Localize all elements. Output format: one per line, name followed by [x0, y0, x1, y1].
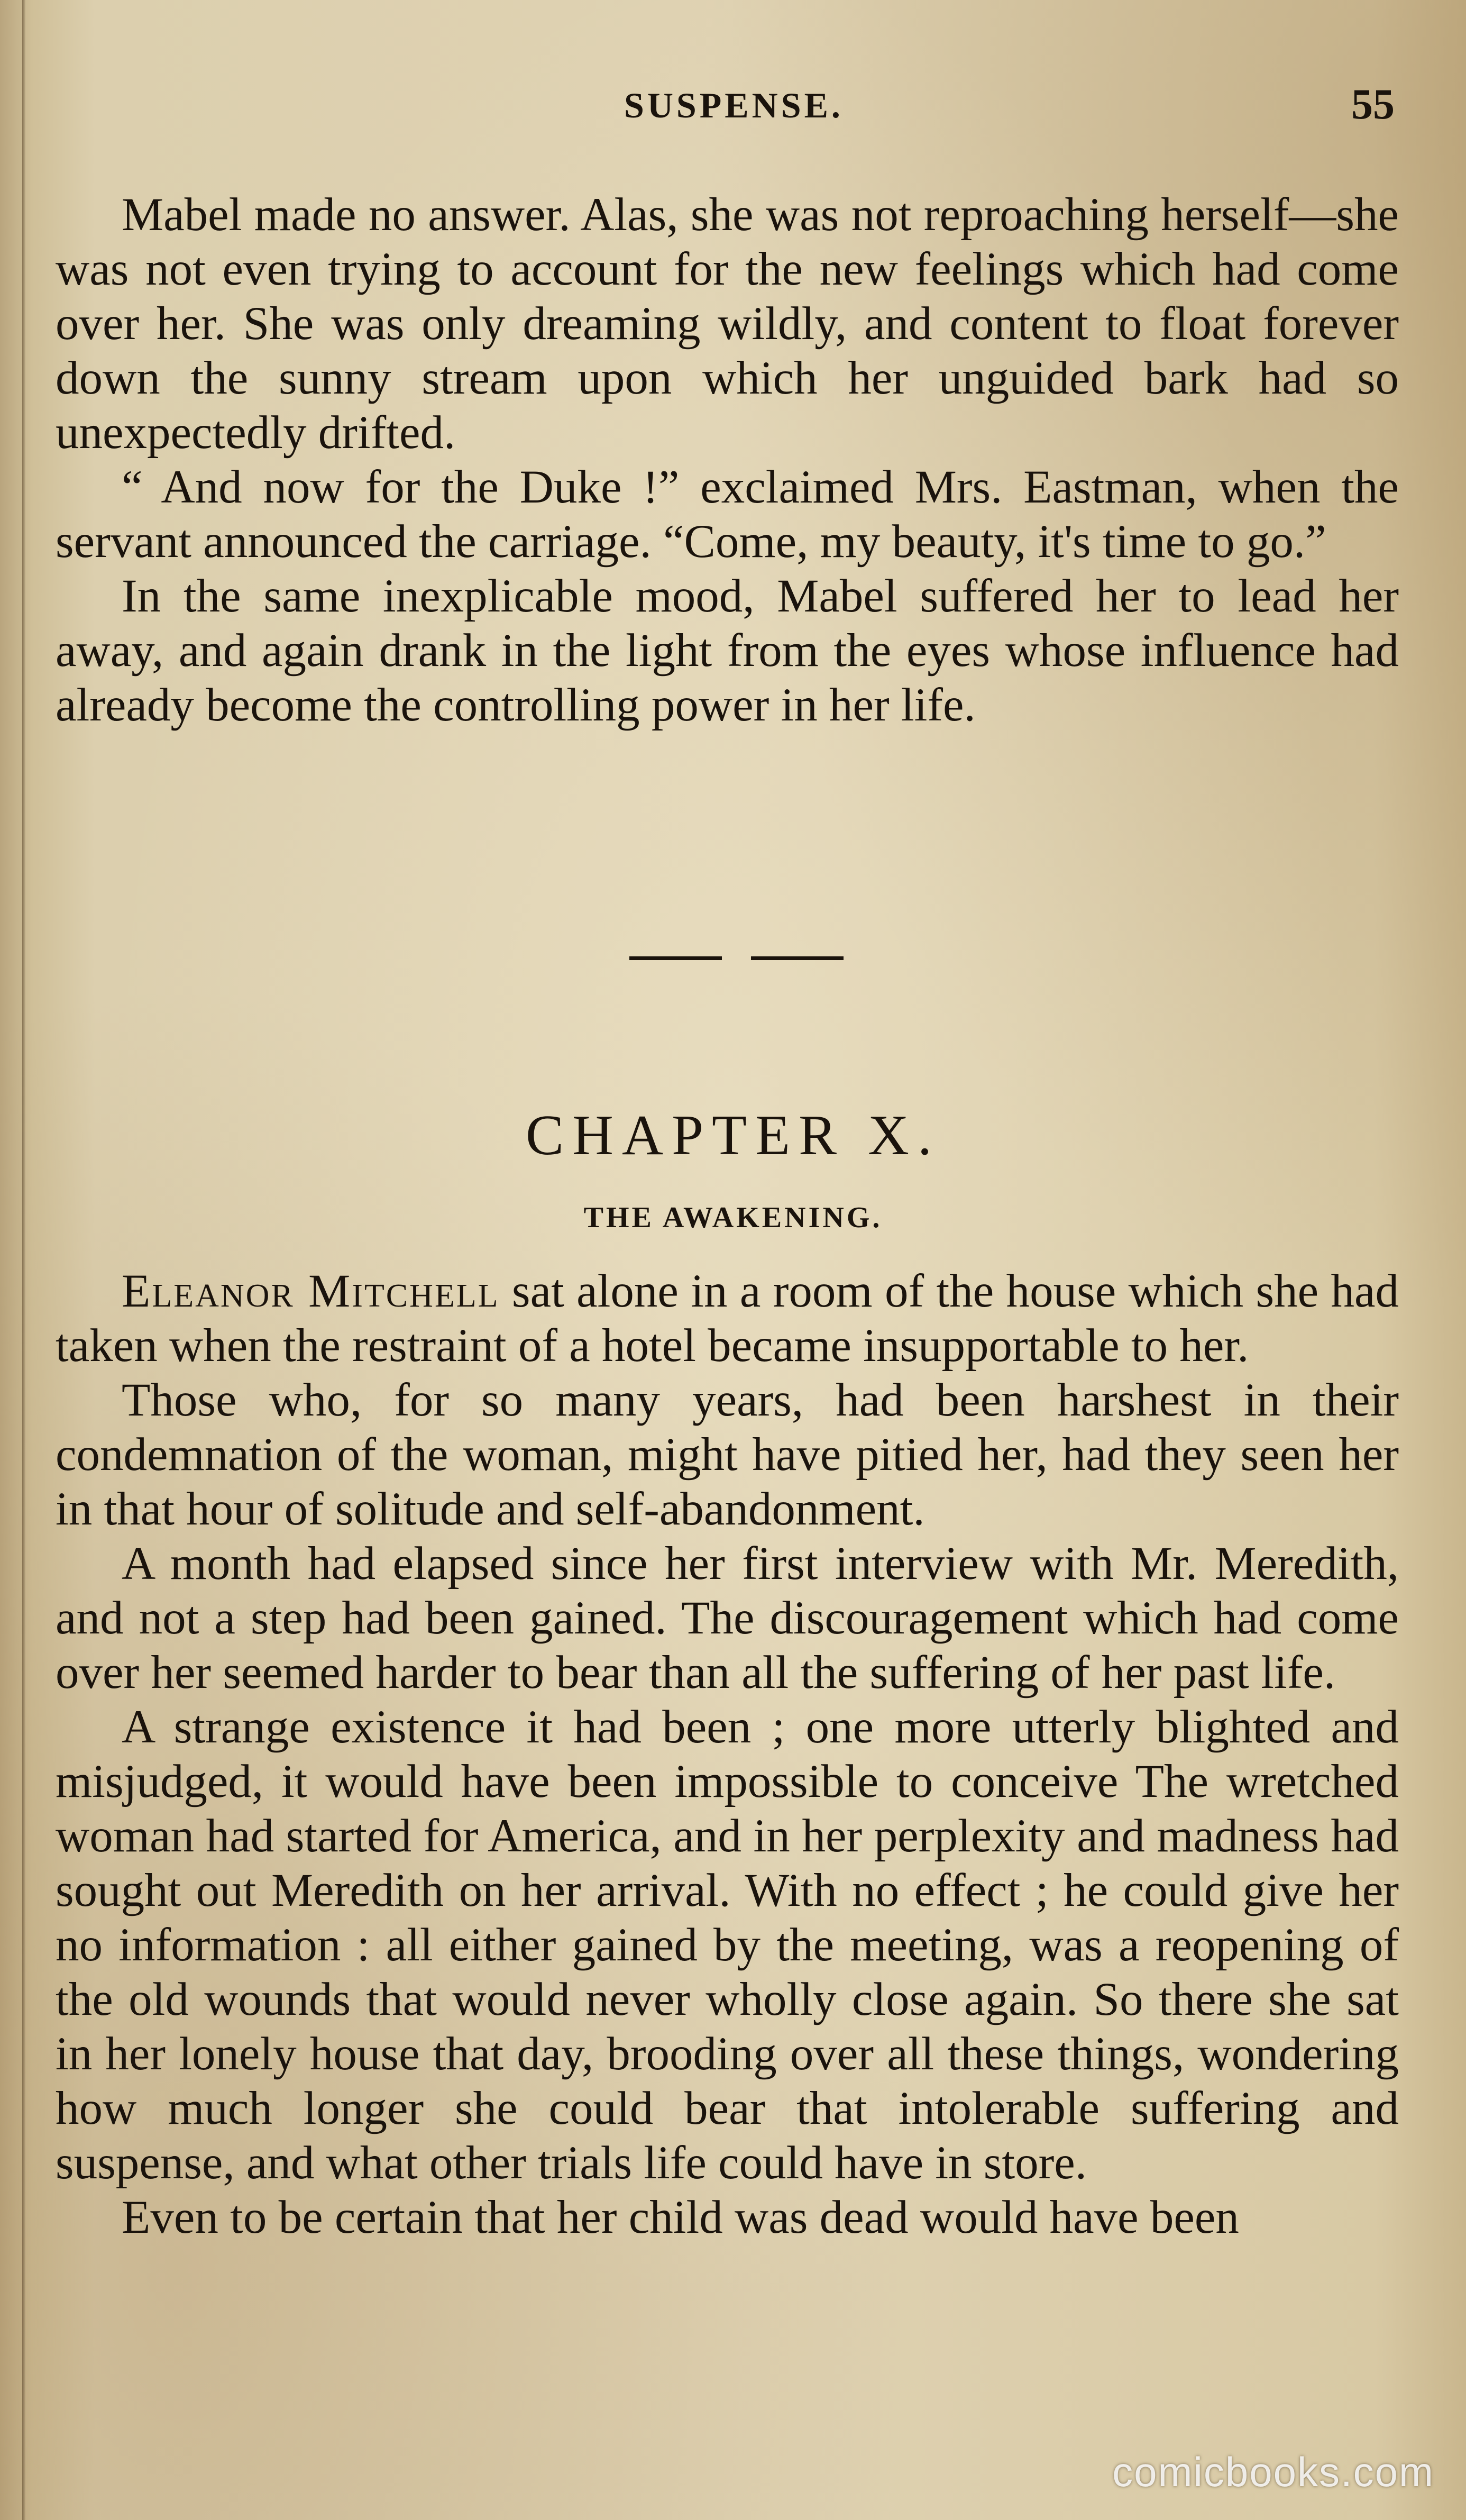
- text-block-before-chapter: [56, 188, 1399, 733]
- paragraph: Even to be certain that her child was dead would have been: [122, 2192, 1239, 2243]
- paragraph: Those who, for so many years, had been harshest in their condemnation of the woman, might have pitied her, had they seen her in that hour of solitude and self-abandonment.: [56, 1374, 1399, 1535]
- opening-text: sat alone in a room of the house which she had taken when the restraint of a hotel became insupportable to her.: [56, 1265, 1399, 1372]
- opening-name: Eleanor Mitchell: [122, 1265, 500, 1317]
- paragraph: “ And now for the Duke !” exclaimed Mrs. Eastman, when the servant announced the carriage. “Come, my beauty, it's time to go.”: [56, 461, 1399, 568]
- text-block-chapter: [56, 1264, 1399, 2245]
- page-number: 55: [1351, 80, 1395, 128]
- opening-paragraph: [56, 1264, 1399, 1373]
- divider-rule: [629, 956, 722, 960]
- watermark: comicbooks.com: [1112, 2449, 1434, 2495]
- chapter-title: CHAPTER X.: [525, 1104, 941, 1167]
- page-gutter: [22, 0, 25, 2520]
- paragraph: A strange existence it had been ; one more utterly blighted and misjudged, it would have been impossible to conceive The wretched woman had started for America, and in her perplexity and madness had sought out Meredith on her arrival. With no effect ; he could give her no information : all either gained by the meeting, was a reopening of the old wounds that would never wholly close again. So there she sat in her lonely house that day, brooding over all these things, wondering how much longer she could bear that intolerable suffering and suspense, and what other trials life could have in store.: [56, 1701, 1399, 2189]
- paragraph: In the same inexplicable mood, Mabel suffered her to lead her away, and again drank in the light from the eyes whose influence had already become the controlling power in her life.: [56, 570, 1399, 731]
- paragraph: A month had elapsed since her first interview with Mr. Meredith, and not a step had been gained. The discouragement which had come over her seemed harder to bear than all the suffering of her past life.: [56, 1538, 1399, 1699]
- section-divider: [629, 956, 846, 967]
- running-title: SUSPENSE.: [624, 85, 844, 125]
- chapter-subtitle: THE AWAKENING.: [583, 1201, 883, 1234]
- paragraph: Mabel made no answer. Alas, she was not reproaching herself—she was not even trying to account for the new feelings which had come over her. She was only dreaming wildly, and content to float forever down the sunny stream upon which her unguided bark had so unexpectedly drifted.: [56, 189, 1399, 459]
- divider-rule: [751, 956, 844, 960]
- running-head: [0, 79, 1466, 143]
